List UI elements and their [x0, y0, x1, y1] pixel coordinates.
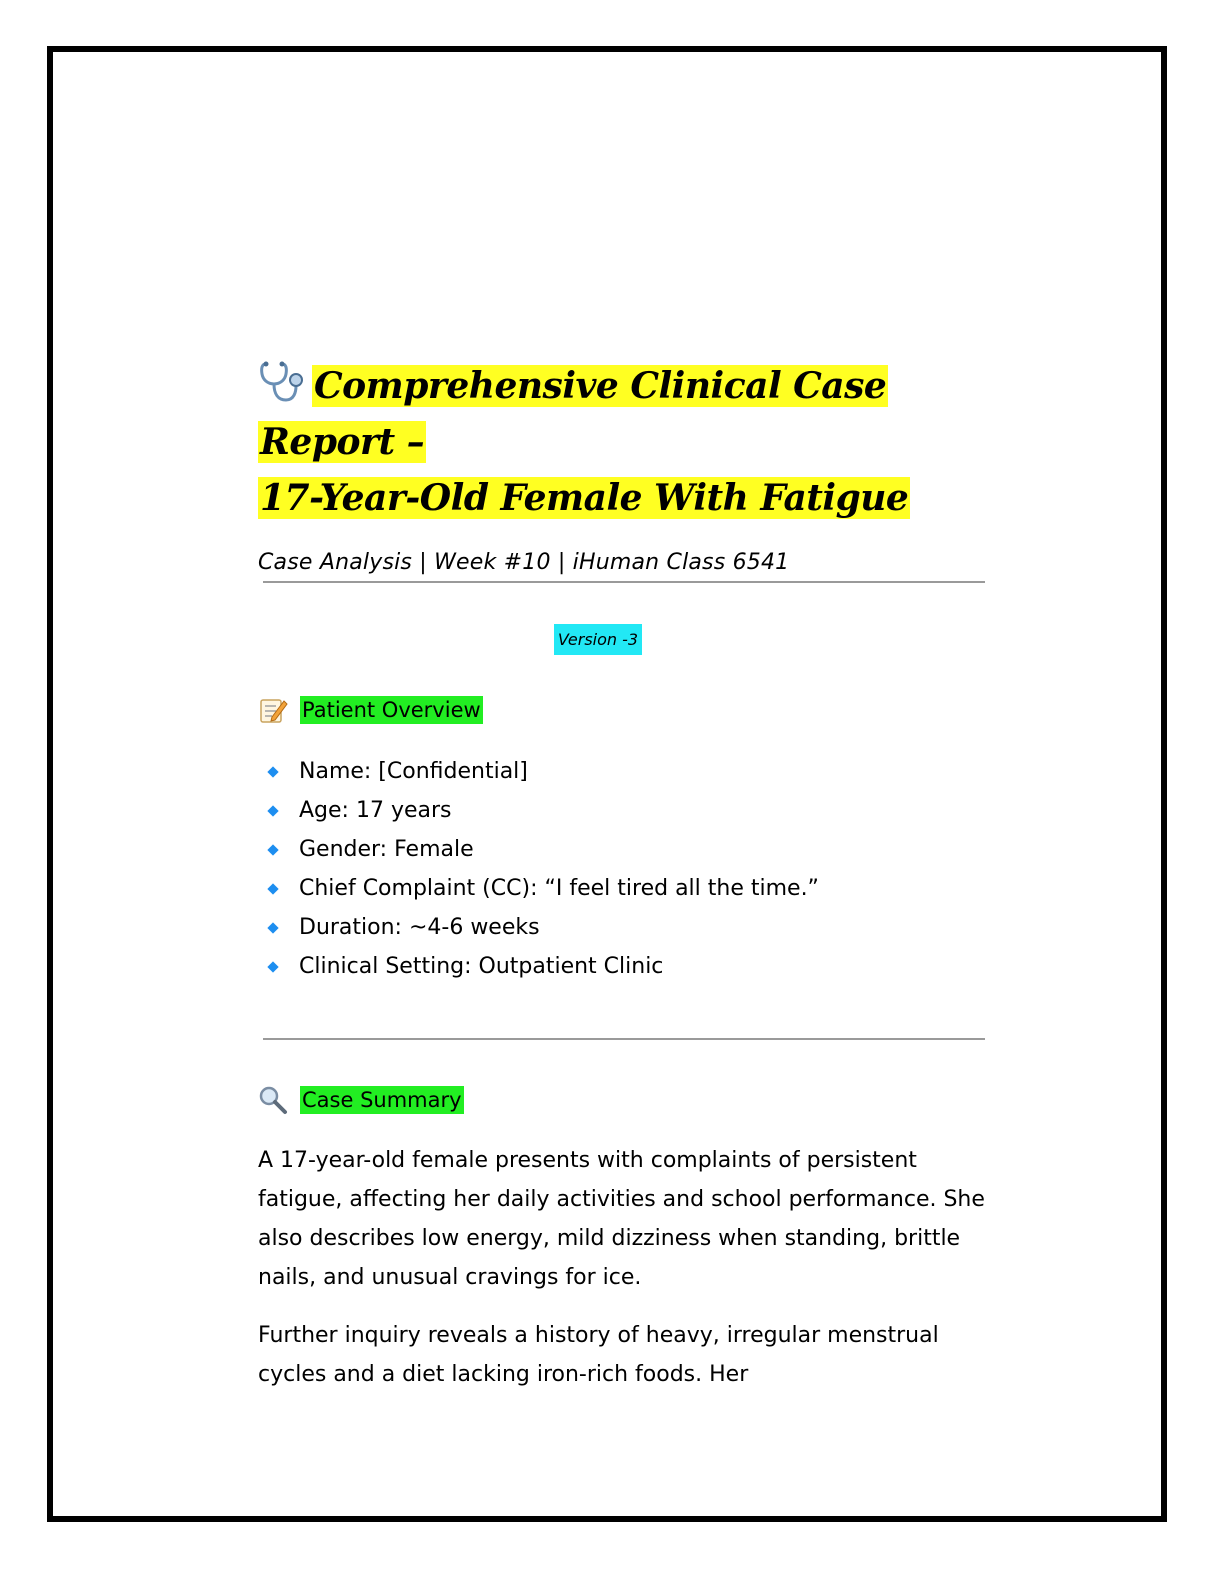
document-title — [258, 358, 988, 526]
title-line-2: 17-Year-Old Female With Fatigue — [260, 477, 909, 519]
document-subtitle: Case Analysis | Week #10 | iHuman Class 6541 — [258, 550, 790, 575]
memo-icon — [258, 695, 288, 725]
case-summary-paragraph-1: A 17-year-old female presents with complaints of persistent fatigue, affecting her daily activities and school performance. She also describes low energy, mild dizziness when standing, brittle nails, and unusual cravings for ice. — [258, 1148, 985, 1290]
list-item — [266, 752, 819, 791]
divider — [263, 1038, 985, 1040]
patient-overview-label: Patient Overview — [302, 698, 481, 722]
diamond-bullet-icon — [267, 922, 278, 933]
list-item-text: Duration: ~4-6 weeks — [299, 915, 540, 940]
patient-overview-list — [266, 752, 819, 986]
list-item — [266, 830, 819, 869]
list-item-text: Age: 17 years — [299, 798, 452, 823]
list-item — [266, 869, 819, 908]
title-line-1: Comprehensive Clinical Case Report – — [260, 365, 887, 463]
list-item-text: Clinical Setting: Outpatient Clinic — [299, 954, 664, 979]
case-summary-heading — [258, 1085, 464, 1115]
list-item — [266, 791, 819, 830]
case-summary-label: Case Summary — [302, 1088, 462, 1112]
list-item-text: Gender: Female — [299, 837, 474, 862]
diamond-bullet-icon — [267, 883, 278, 894]
list-item-text: Chief Complaint (CC): “I feel tired all the time.” — [299, 876, 819, 901]
diamond-bullet-icon — [267, 844, 278, 855]
document-header — [258, 358, 988, 575]
patient-overview-heading — [258, 695, 483, 725]
diamond-bullet-icon — [267, 766, 278, 777]
version-container — [0, 624, 1224, 655]
diamond-bullet-icon — [267, 805, 278, 816]
diamond-bullet-icon — [267, 961, 278, 972]
version-badge: Version -3 — [554, 624, 642, 655]
stethoscope-icon — [258, 360, 306, 404]
magnifier-icon — [258, 1085, 288, 1115]
list-item — [266, 947, 819, 986]
list-item — [266, 908, 819, 947]
list-item-text: Name: [Confidential] — [299, 759, 528, 784]
divider — [263, 581, 985, 583]
case-summary-paragraph-2: Further inquiry reveals a history of heavy, irregular menstrual cycles and a diet lacking iron-rich foods. Her — [258, 1323, 939, 1387]
